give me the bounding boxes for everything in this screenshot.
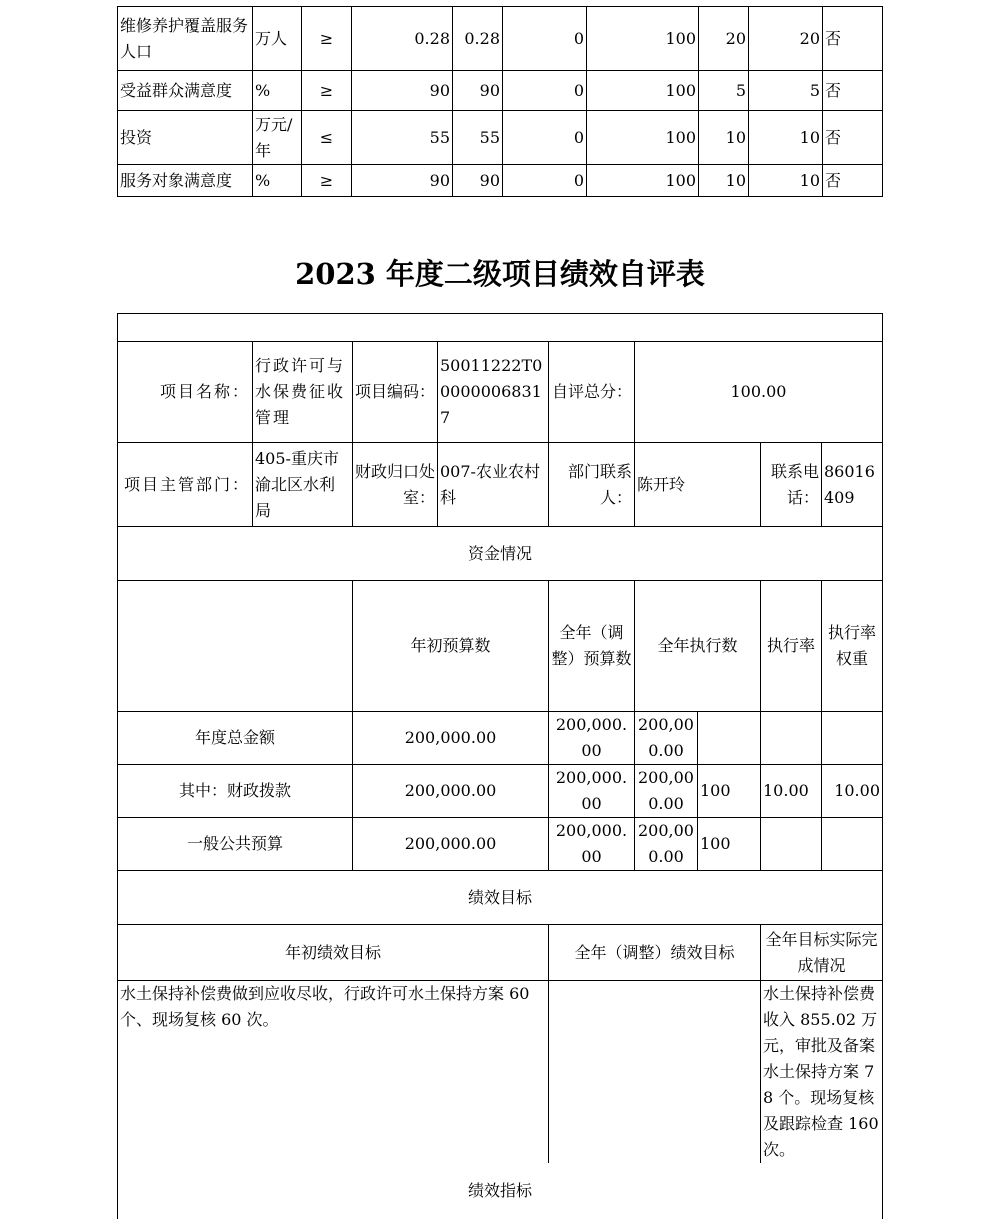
indicator-adjusted-target: 90 <box>453 165 503 197</box>
funds-row-label: 其中：财政拨款 <box>118 765 353 818</box>
indicator-score: 5 <box>749 71 823 111</box>
goals-adjusted-text <box>549 981 761 1164</box>
funds-weight <box>761 818 822 871</box>
funds-section-row <box>118 527 883 581</box>
indicator-unit: % <box>253 71 302 111</box>
funds-budget: 200,000.00 <box>353 765 549 818</box>
indicator-rate: 100 <box>587 165 699 197</box>
indicator-unit: 万人 <box>253 7 302 71</box>
phone-value: 86016409 <box>822 443 883 527</box>
goals-section-row <box>118 871 883 925</box>
project-name-label: 项目名称： <box>118 342 253 443</box>
department-label: 项目主管部门： <box>118 443 253 527</box>
indicator-target: 55 <box>352 111 453 165</box>
phone-label: 联系电话： <box>761 443 822 527</box>
evaluation-table <box>117 313 883 1219</box>
funds-adjusted: 200,000.00 <box>549 712 635 765</box>
funds-rate: 100 <box>698 818 761 871</box>
funds-section-title: 资金情况 <box>118 527 883 581</box>
indicator-weight: 10 <box>699 111 749 165</box>
indicator-operator: ≥ <box>302 165 352 197</box>
indicator-name: 受益群众满意度 <box>118 71 253 111</box>
project-info-row <box>118 342 883 443</box>
funds-header-row <box>118 581 883 712</box>
goals-actual-text: 水土保持补偿费收入 855.02 万元，审批及备案水土保持方案 78 个。现场复核及跟踪检查 160 次。 <box>761 981 883 1164</box>
department-row <box>118 443 883 527</box>
finance-office-value: 007-农业农村科 <box>438 443 549 527</box>
indicator-rate: 100 <box>587 71 699 111</box>
goals-header-adjusted: 全年（调整）绩效目标 <box>549 925 761 981</box>
contact-value: 陈开玲 <box>635 443 761 527</box>
indicator-name: 服务对象满意度 <box>118 165 253 197</box>
indicator-weight: 5 <box>699 71 749 111</box>
indicator-flag: 否 <box>823 111 883 165</box>
indicator-value: 0 <box>503 111 587 165</box>
indicators-section-title: 绩效指标 <box>118 1163 883 1219</box>
indicator-target: 90 <box>352 165 453 197</box>
funds-score <box>822 712 883 765</box>
goals-header-actual: 全年目标实际完成情况 <box>761 925 883 981</box>
indicator-flag: 否 <box>823 71 883 111</box>
indicator-flag: 否 <box>823 7 883 71</box>
funds-header-weight: 执行率权重 <box>822 581 883 712</box>
indicator-target: 90 <box>352 71 453 111</box>
project-code-label: 项目编码： <box>353 342 438 443</box>
funds-header-adjusted: 全年（调整）预算数 <box>549 581 635 712</box>
funds-executed: 200,000.00 <box>635 765 698 818</box>
indicator-adjusted-target: 90 <box>453 71 503 111</box>
table-row <box>118 712 883 765</box>
indicator-score: 20 <box>749 7 823 71</box>
table-row <box>118 111 883 165</box>
indicator-adjusted-target: 55 <box>453 111 503 165</box>
indicator-name: 维修养护覆盖服务人口 <box>118 7 253 71</box>
funds-budget: 200,000.00 <box>353 712 549 765</box>
indicator-value: 0 <box>503 165 587 197</box>
funds-weight: 10.00 <box>761 765 822 818</box>
indicators-section-row <box>118 1163 883 1219</box>
self-score-label: 自评总分： <box>549 342 635 443</box>
goals-content-row <box>118 981 883 1164</box>
funds-rate: 100 <box>698 765 761 818</box>
indicator-rate: 100 <box>587 7 699 71</box>
funds-header-blank <box>118 581 353 712</box>
funds-executed: 200,000.00 <box>635 818 698 871</box>
table-row <box>118 71 883 111</box>
project-code-value: 50011222T000000068317 <box>438 342 549 443</box>
self-score-value: 100.00 <box>635 342 883 443</box>
project-name-value: 行政许可与水保费征收管理 <box>253 342 353 443</box>
funds-header-executed: 全年执行数 <box>635 581 761 712</box>
funds-executed: 200,000.00 <box>635 712 698 765</box>
indicator-value: 0 <box>503 71 587 111</box>
indicator-value: 0 <box>503 7 587 71</box>
funds-adjusted: 200,000.00 <box>549 818 635 871</box>
table-row <box>118 818 883 871</box>
goals-header-initial: 年初绩效目标 <box>118 925 549 981</box>
table-row <box>118 765 883 818</box>
finance-office-label: 财政归口处室： <box>353 443 438 527</box>
indicator-table-continued <box>117 6 883 197</box>
table-row <box>118 7 883 71</box>
indicator-name: 投资 <box>118 111 253 165</box>
spacer-row <box>118 314 883 342</box>
indicator-unit: % <box>253 165 302 197</box>
funds-row-label: 年度总金额 <box>118 712 353 765</box>
table-row <box>118 165 883 197</box>
funds-rate <box>698 712 761 765</box>
indicator-score: 10 <box>749 165 823 197</box>
funds-adjusted: 200,000.00 <box>549 765 635 818</box>
goals-header-row <box>118 925 883 981</box>
indicator-adjusted-target: 0.28 <box>453 7 503 71</box>
indicator-unit: 万元/年 <box>253 111 302 165</box>
page-title: 2023 年度二级项目绩效自评表 <box>295 257 705 291</box>
indicator-operator: ≤ <box>302 111 352 165</box>
indicator-target: 0.28 <box>352 7 453 71</box>
indicator-operator: ≥ <box>302 7 352 71</box>
funds-row-label: 一般公共预算 <box>118 818 353 871</box>
goals-section-title: 绩效目标 <box>118 871 883 925</box>
contact-label: 部门联系人： <box>549 443 635 527</box>
funds-weight <box>761 712 822 765</box>
funds-header-rate: 执行率 <box>761 581 822 712</box>
funds-budget: 200,000.00 <box>353 818 549 871</box>
indicator-weight: 20 <box>699 7 749 71</box>
department-value: 405-重庆市渝北区水利局 <box>253 443 353 527</box>
indicator-score: 10 <box>749 111 823 165</box>
funds-header-budget: 年初预算数 <box>353 581 549 712</box>
funds-score: 10.00 <box>822 765 883 818</box>
indicator-operator: ≥ <box>302 71 352 111</box>
indicator-rate: 100 <box>587 111 699 165</box>
funds-score <box>822 818 883 871</box>
indicator-flag: 否 <box>823 165 883 197</box>
goals-initial-text: 水土保持补偿费做到应收尽收，行政许可水土保持方案 60 个、现场复核 60 次。 <box>118 981 549 1164</box>
indicator-weight: 10 <box>699 165 749 197</box>
